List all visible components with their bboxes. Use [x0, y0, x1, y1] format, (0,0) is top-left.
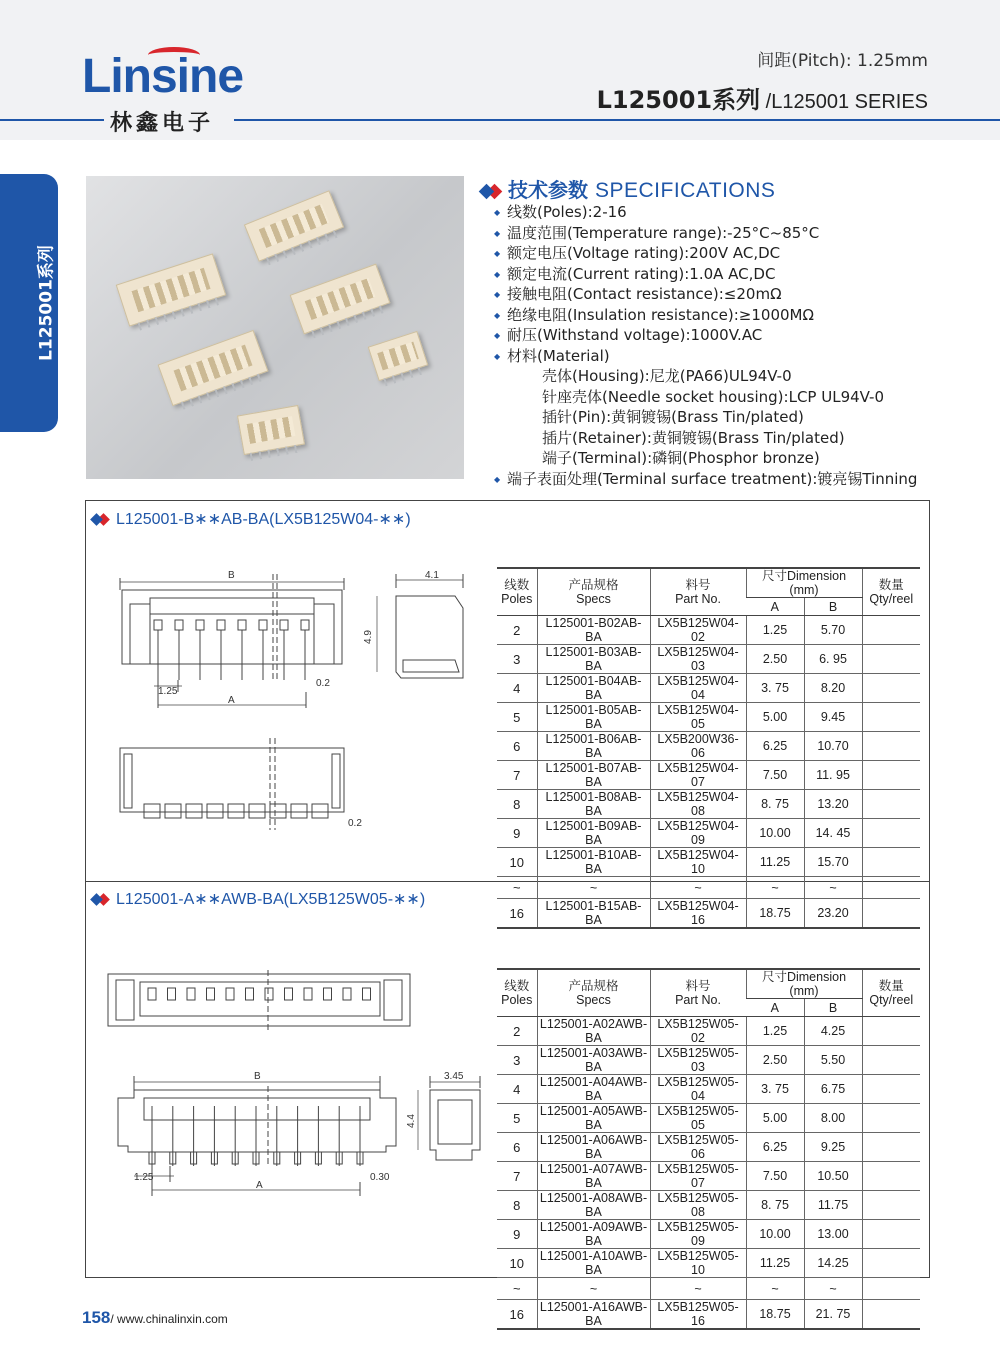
pad-shape — [312, 804, 328, 818]
cell-dim-b: 13.20 — [804, 790, 862, 819]
cell-specs: L125001-B02AB-BA — [537, 616, 650, 645]
cell-part-no: LX5B125W05-04 — [650, 1075, 746, 1104]
cell-dim-b: 8.00 — [804, 1104, 862, 1133]
cell-dim-a: 7.50 — [746, 761, 804, 790]
cell-qty — [862, 1075, 920, 1104]
specifications-title: 技术参数 SPECIFICATIONS — [478, 174, 775, 203]
cell-dim-a: 7.50 — [746, 1162, 804, 1191]
pin-shape — [217, 620, 225, 630]
header-b: B — [804, 999, 862, 1017]
cell-part-no: ~ — [650, 877, 746, 899]
cell-specs: L125001-A02AWB-BA — [537, 1017, 650, 1046]
cell-dim-a: 5.00 — [746, 703, 804, 732]
spec-item: ◆ 绝缘电阻(Insulation resistance):≥1000MΩ — [494, 305, 964, 326]
table-row — [497, 732, 920, 761]
header-b: B — [804, 598, 862, 616]
cell-qty — [862, 1220, 920, 1249]
cell-dim-a: 11.25 — [746, 848, 804, 877]
cell-part-no: LX5B125W05-16 — [650, 1300, 746, 1330]
cell-specs: L125001-B15AB-BA — [537, 899, 650, 929]
header-part-no: 料号 Part No. — [650, 969, 746, 1017]
contact-cell — [265, 988, 273, 1000]
cell-dim-b: ~ — [804, 877, 862, 899]
cell-dim-b: 14.25 — [804, 1249, 862, 1278]
pad-shape — [249, 804, 265, 818]
table-row — [497, 1104, 920, 1133]
pad-shape — [207, 804, 223, 818]
cell-specs: L125001-A06AWB-BA — [537, 1133, 650, 1162]
cell-qty — [862, 1017, 920, 1046]
cell-part-no: LX5B125W04-02 — [650, 616, 746, 645]
cell-specs: L125001-A08AWB-BA — [537, 1191, 650, 1220]
cell-poles: 3 — [497, 645, 537, 674]
cell-part-no: LX5B125W04-03 — [650, 645, 746, 674]
spec-item: ◆ 端子表面处理(Terminal surface treatment):镀亮锡Tinning — [494, 469, 964, 490]
pin-shape — [280, 620, 288, 630]
connector-image — [368, 331, 429, 381]
cell-specs: L125001-A04AWB-BA — [537, 1075, 650, 1104]
cell-qty — [862, 761, 920, 790]
contact-cell — [207, 988, 215, 1000]
cell-dim-b: 11. 95 — [804, 761, 862, 790]
side-tab-label: L125001系列 — [36, 245, 57, 361]
section-title-a: L125001-A∗∗AWB-BA(LX5B125W05-∗∗) — [90, 889, 425, 909]
section-title-b: L125001-B∗∗AB-BA(LX5B125W04-∗∗) — [90, 509, 411, 529]
cell-specs: L125001-A03AWB-BA — [537, 1046, 650, 1075]
cell-part-no: LX5B125W04-08 — [650, 790, 746, 819]
header-specs: 产品规格 Specs — [537, 969, 650, 1017]
table-row — [497, 899, 920, 929]
cell-qty — [862, 1300, 920, 1330]
header-dimension: 尺寸Dimension (mm) — [746, 568, 862, 598]
cell-dim-a: 5.00 — [746, 1104, 804, 1133]
cell-part-no: LX5B200W36-06 — [650, 732, 746, 761]
cell-poles: 7 — [497, 1162, 537, 1191]
cell-qty — [862, 1046, 920, 1075]
table-row — [497, 1133, 920, 1162]
top-view-drawing — [106, 970, 416, 1034]
cell-poles: 10 — [497, 848, 537, 877]
spec-item: ◆ 材料(Material) — [494, 346, 964, 367]
cell-poles: 10 — [497, 1249, 537, 1278]
cell-dim-a: 8. 75 — [746, 1191, 804, 1220]
cell-part-no: LX5B125W04-16 — [650, 899, 746, 929]
cell-poles: 5 — [497, 1104, 537, 1133]
cell-part-no: LX5B125W05-05 — [650, 1104, 746, 1133]
table-row — [497, 1278, 920, 1300]
contact-cell — [246, 988, 254, 1000]
cell-qty — [862, 1133, 920, 1162]
cell-dim-b: 11.75 — [804, 1191, 862, 1220]
cell-dim-b: 6. 95 — [804, 645, 862, 674]
cell-dim-a: 10.00 — [746, 1220, 804, 1249]
cell-part-no: LX5B125W05-08 — [650, 1191, 746, 1220]
cell-part-no: LX5B125W04-07 — [650, 761, 746, 790]
cell-specs: L125001-B03AB-BA — [537, 645, 650, 674]
cell-poles: 6 — [497, 732, 537, 761]
cell-dim-a: 3. 75 — [746, 1075, 804, 1104]
pitch-label: 间距(Pitch): 1.25mm — [757, 51, 928, 71]
diamond-bullet-icon — [478, 185, 504, 199]
header-dimension: 尺寸Dimension (mm) — [746, 969, 862, 999]
header-a: A — [746, 999, 804, 1017]
website-url: / www.chinalinxin.com — [110, 1312, 228, 1326]
cell-poles: 16 — [497, 1300, 537, 1330]
table-row — [497, 1162, 920, 1191]
diamond-bullet-icon — [90, 513, 112, 527]
cell-specs: L125001-A10AWB-BA — [537, 1249, 650, 1278]
dimension-table-b — [497, 567, 920, 929]
cell-dim-b: 23.20 — [804, 899, 862, 929]
table-row — [497, 1300, 920, 1330]
cell-part-no: LX5B125W05-09 — [650, 1220, 746, 1249]
table-row — [497, 616, 920, 645]
cell-qty — [862, 732, 920, 761]
cell-dim-b: ~ — [804, 1278, 862, 1300]
dim-label-depth-a: 3.45 — [444, 1071, 464, 1082]
cell-dim-b: 9.25 — [804, 1133, 862, 1162]
cell-dim-b: 10.50 — [804, 1162, 862, 1191]
contact-cell — [304, 988, 312, 1000]
cell-poles: ~ — [497, 877, 537, 899]
cell-dim-a: 11.25 — [746, 1249, 804, 1278]
cell-part-no: ~ — [650, 1278, 746, 1300]
table-row — [497, 877, 920, 899]
contact-cell — [168, 988, 176, 1000]
dim-label-b: B — [228, 570, 235, 581]
cell-part-no: LX5B125W04-05 — [650, 703, 746, 732]
cell-dim-a: 18.75 — [746, 1300, 804, 1330]
cell-qty — [862, 1104, 920, 1133]
cell-dim-b: 9.45 — [804, 703, 862, 732]
cell-dim-b: 5.70 — [804, 616, 862, 645]
cell-dim-b: 13.00 — [804, 1220, 862, 1249]
page-footer — [82, 1308, 228, 1328]
bottom-view-drawing — [110, 738, 370, 834]
dim-label-pitch-a: 1.25 — [134, 1172, 154, 1183]
cell-dim-a: 1.25 — [746, 616, 804, 645]
product-photo — [86, 176, 464, 479]
pad-shape — [228, 804, 244, 818]
cell-qty — [862, 790, 920, 819]
cell-poles: 4 — [497, 1075, 537, 1104]
cell-part-no: LX5B125W04-04 — [650, 674, 746, 703]
pad-shape — [270, 804, 286, 818]
cell-specs: ~ — [537, 1278, 650, 1300]
table-row — [497, 645, 920, 674]
cell-dim-a: 2.50 — [746, 645, 804, 674]
dimension-table-a — [497, 968, 920, 1330]
dim-label-a: A — [228, 695, 235, 706]
cell-poles: ~ — [497, 1278, 537, 1300]
table-row — [497, 1046, 920, 1075]
cell-qty — [862, 1278, 920, 1300]
header-qty: 数量 Qty/reel — [862, 969, 920, 1017]
contact-cell — [226, 988, 234, 1000]
cell-specs: L125001-B06AB-BA — [537, 732, 650, 761]
cell-dim-a: 2.50 — [746, 1046, 804, 1075]
contact-cell — [187, 988, 195, 1000]
cell-specs: L125001-A09AWB-BA — [537, 1220, 650, 1249]
table-row — [497, 1075, 920, 1104]
cell-qty — [862, 645, 920, 674]
cell-poles: 9 — [497, 819, 537, 848]
contact-cell — [363, 988, 371, 1000]
pad-shape — [186, 804, 202, 818]
specifications-list — [494, 202, 964, 489]
cell-dim-a: 1.25 — [746, 1017, 804, 1046]
connector-image — [244, 190, 344, 262]
cell-qty — [862, 703, 920, 732]
dim-label-a-a: A — [256, 1180, 263, 1191]
cell-part-no: LX5B125W05-10 — [650, 1249, 746, 1278]
table-row — [497, 790, 920, 819]
cell-dim-a: 6.25 — [746, 1133, 804, 1162]
cell-dim-b: 14. 45 — [804, 819, 862, 848]
cell-part-no: LX5B125W05-03 — [650, 1046, 746, 1075]
cell-poles: 3 — [497, 1046, 537, 1075]
cell-part-no: LX5B125W05-07 — [650, 1162, 746, 1191]
pin-shape — [196, 620, 204, 630]
cell-qty — [862, 616, 920, 645]
page-header — [0, 0, 1000, 140]
brand-name-cn: 林鑫电子 — [110, 111, 215, 136]
cell-qty — [862, 819, 920, 848]
header-a: A — [746, 598, 804, 616]
cell-specs: L125001-A16AWB-BA — [537, 1300, 650, 1330]
cell-specs: L125001-B04AB-BA — [537, 674, 650, 703]
cell-part-no: LX5B125W05-06 — [650, 1133, 746, 1162]
header-qty: 数量 Qty/reel — [862, 568, 920, 616]
cell-poles: 4 — [497, 674, 537, 703]
pad-shape — [291, 804, 307, 818]
header-part-no: 料号 Part No. — [650, 568, 746, 616]
cell-dim-a: 18.75 — [746, 899, 804, 929]
dim-label-pin: 0.2 — [316, 678, 330, 689]
cell-specs: L125001-B05AB-BA — [537, 703, 650, 732]
page-number: 158 — [82, 1308, 111, 1327]
cell-poles: 9 — [497, 1220, 537, 1249]
cell-qty — [862, 877, 920, 899]
table-row — [497, 1249, 920, 1278]
cell-poles: 6 — [497, 1133, 537, 1162]
front-view-drawing — [110, 568, 350, 708]
cell-qty — [862, 1249, 920, 1278]
cell-dim-b: 10.70 — [804, 732, 862, 761]
header-poles: 线数 Poles — [497, 969, 537, 1017]
brand-logo: Linsine — [82, 50, 244, 103]
pad-shape — [165, 804, 181, 818]
table-row — [497, 1191, 920, 1220]
logo-arc-icon — [148, 47, 200, 63]
pad-shape — [144, 804, 160, 818]
pin-shape — [259, 620, 267, 630]
dim-label-height: 4.9 — [363, 630, 374, 644]
cell-poles: 7 — [497, 761, 537, 790]
contact-cell — [343, 988, 351, 1000]
table-row — [497, 819, 920, 848]
table-row — [497, 674, 920, 703]
spec-item: ◆ 额定电流(Current rating):1.0A AC,DC — [494, 264, 964, 285]
side-view-drawing-a — [406, 1070, 488, 1166]
spec-item: ◆ 耐压(Withstand voltage):1000V.AC — [494, 325, 964, 346]
cell-specs: ~ — [537, 877, 650, 899]
spec-item: ◆ 线数(Poles):2-16 — [494, 202, 964, 223]
cell-poles: 2 — [497, 1017, 537, 1046]
contact-cell — [148, 988, 156, 1000]
dim-label-pin-bottom: 0.2 — [348, 818, 362, 829]
diamond-bullet-icon — [90, 893, 112, 907]
cell-part-no: LX5B125W04-10 — [650, 848, 746, 877]
table-row — [497, 761, 920, 790]
cell-part-no: LX5B125W04-09 — [650, 819, 746, 848]
material-item: 插针(Pin):黄铜镀锡(Brass Tin/plated) — [542, 408, 804, 426]
cell-qty — [862, 1162, 920, 1191]
dim-label-pitch: 1.25 — [158, 686, 178, 697]
table-row — [497, 1017, 920, 1046]
material-item: 端子(Terminal):磷铜(Phosphor bronze) — [542, 449, 820, 467]
cell-poles: 8 — [497, 790, 537, 819]
cell-qty — [862, 899, 920, 929]
cell-poles: 8 — [497, 1191, 537, 1220]
front-view-drawing-a — [104, 1070, 414, 1200]
cell-dim-a: 10.00 — [746, 819, 804, 848]
contact-cell — [285, 988, 293, 1000]
table-row — [497, 848, 920, 877]
header-poles: 线数 Poles — [497, 568, 537, 616]
pin-shape — [301, 620, 309, 630]
cell-poles: 5 — [497, 703, 537, 732]
connector-image — [237, 405, 305, 455]
series-title: L125001系列 /L125001 SERIES — [596, 86, 928, 114]
dim-label-b-a: B — [254, 1071, 261, 1082]
table-row — [497, 703, 920, 732]
dim-label-depth: 4.1 — [425, 570, 439, 581]
pin-shape — [175, 620, 183, 630]
cell-dim-a: ~ — [746, 877, 804, 899]
cell-dim-a: 3. 75 — [746, 674, 804, 703]
cell-specs: L125001-B10AB-BA — [537, 848, 650, 877]
material-item: 壳体(Housing):尼龙(PA66)UL94V-0 — [542, 367, 792, 385]
cell-dim-a: 8. 75 — [746, 790, 804, 819]
table-row — [497, 1220, 920, 1249]
cell-dim-a: 6.25 — [746, 732, 804, 761]
connector-image — [290, 264, 391, 335]
cell-dim-b: 6.75 — [804, 1075, 862, 1104]
spec-item: ◆ 额定电压(Voltage rating):200V AC,DC — [494, 243, 964, 264]
header-specs: 产品规格 Specs — [537, 568, 650, 616]
contact-cell — [324, 988, 332, 1000]
cell-qty — [862, 1191, 920, 1220]
cell-dim-b: 8.20 — [804, 674, 862, 703]
cell-part-no: LX5B125W05-02 — [650, 1017, 746, 1046]
cell-dim-a: ~ — [746, 1278, 804, 1300]
cell-specs: L125001-A07AWB-BA — [537, 1162, 650, 1191]
material-item: 针座壳体(Needle socket housing):LCP UL94V-0 — [542, 387, 884, 406]
side-view-drawing — [363, 568, 473, 684]
cell-specs: L125001-A05AWB-BA — [537, 1104, 650, 1133]
cell-specs: L125001-B08AB-BA — [537, 790, 650, 819]
material-item: 插片(Retainer):黄铜镀锡(Brass Tin/plated) — [542, 428, 845, 447]
connector-image — [116, 253, 227, 326]
pin-shape — [154, 620, 162, 630]
connector-image — [158, 330, 269, 406]
cell-qty — [862, 674, 920, 703]
dim-label-height-a: 4.4 — [406, 1114, 417, 1128]
cell-specs: L125001-B09AB-BA — [537, 819, 650, 848]
spec-item: ◆ 接触电阻(Contact resistance):≤20mΩ — [494, 284, 964, 305]
dim-label-pin-a: 0.30 — [370, 1172, 390, 1183]
cell-qty — [862, 848, 920, 877]
cell-dim-b: 5.50 — [804, 1046, 862, 1075]
cell-dim-b: 15.70 — [804, 848, 862, 877]
cell-dim-b: 21. 75 — [804, 1300, 862, 1330]
cell-dim-b: 4.25 — [804, 1017, 862, 1046]
pin-shape — [238, 620, 246, 630]
cell-poles: 16 — [497, 899, 537, 929]
spec-item: ◆ 温度范围(Temperature range):-25°C~85°C — [494, 223, 964, 244]
cell-poles: 2 — [497, 616, 537, 645]
cell-specs: L125001-B07AB-BA — [537, 761, 650, 790]
